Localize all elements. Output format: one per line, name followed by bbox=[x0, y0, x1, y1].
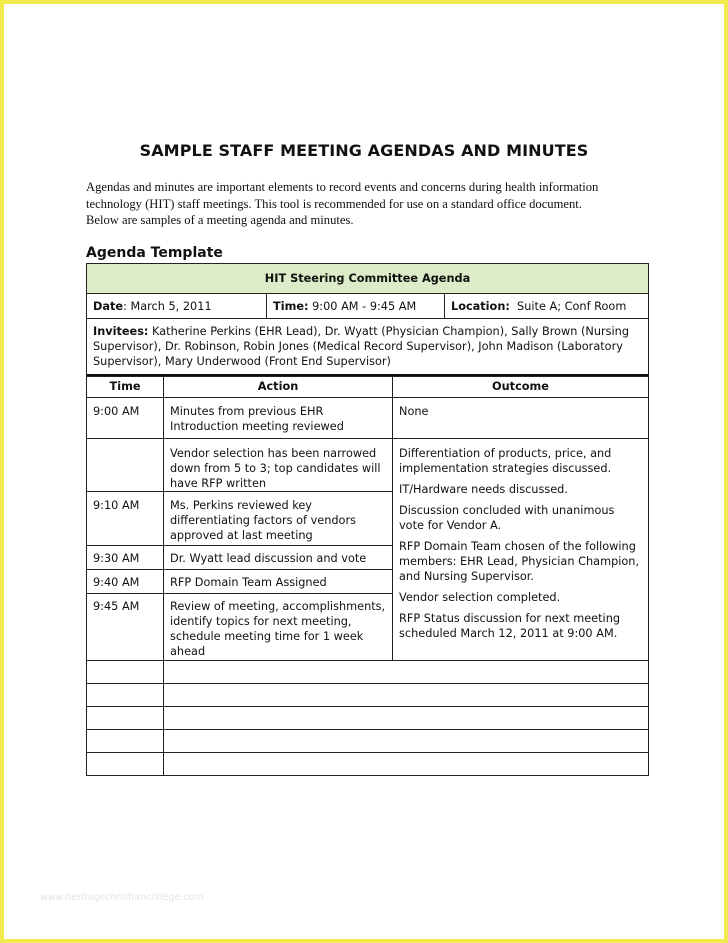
date-cell bbox=[87, 294, 267, 318]
action-cell: Review of meeting, accomplishments, identify topics for next meeting, schedule meeting time for 1 week ahead bbox=[164, 594, 393, 661]
empty-row bbox=[87, 707, 649, 730]
intro-line: Agendas and minutes are important elements to record events and concerns during health information bbox=[86, 180, 599, 194]
empty-cell bbox=[87, 684, 164, 707]
empty-cell bbox=[87, 707, 164, 730]
empty-cell bbox=[87, 661, 164, 684]
empty-cell bbox=[164, 684, 649, 707]
time-value: 9:00 AM - 9:45 AM bbox=[308, 300, 417, 313]
table-row bbox=[87, 439, 649, 492]
time-cell: 9:40 AM bbox=[87, 570, 164, 594]
empty-row bbox=[87, 684, 649, 707]
intro-line: Below are samples of a meeting agenda and minutes. bbox=[86, 213, 354, 227]
action-cell: Vendor selection has been narrowed down from 5 to 3; top candidates will have RFP written bbox=[164, 439, 393, 492]
time-label: Time: bbox=[273, 300, 309, 313]
time-cell: 9:45 AM bbox=[87, 594, 164, 661]
outcome-item: Discussion concluded with unanimous vote for Vendor A. bbox=[399, 504, 615, 532]
intro-line: technology (HIT) staff meetings. This tool is recommended for use on a standard office document. bbox=[86, 196, 582, 211]
table-header-row bbox=[87, 377, 649, 398]
outcome-cell: None bbox=[393, 398, 649, 439]
empty-cell bbox=[87, 753, 164, 776]
time-cell: 9:00 AM bbox=[87, 398, 164, 439]
outcome-item: Differentiation of products, price, and implementation strategies discussed. bbox=[399, 447, 612, 475]
action-cell: RFP Domain Team Assigned bbox=[164, 570, 393, 594]
column-header-action: Action bbox=[164, 377, 393, 398]
time-cell bbox=[267, 294, 445, 318]
agenda-header: HIT Steering Committee Agenda bbox=[86, 263, 649, 294]
date-label: Date bbox=[93, 300, 124, 313]
outcome-item: IT/Hardware needs discussed. bbox=[399, 483, 568, 496]
page-title: SAMPLE STAFF MEETING AGENDAS AND MINUTES bbox=[139, 141, 589, 160]
empty-cell bbox=[87, 730, 164, 753]
date-value: : March 5, 2011 bbox=[123, 300, 212, 313]
agenda-info-row bbox=[86, 293, 649, 319]
agenda-table bbox=[86, 376, 649, 776]
empty-cell bbox=[164, 661, 649, 684]
location-cell bbox=[445, 294, 648, 318]
outcome-cell-merged bbox=[393, 439, 649, 661]
action-cell: Ms. Perkins reviewed key differentiating factors of vendors approved at last meeting bbox=[164, 492, 393, 546]
outcome-item: RFP Domain Team chosen of the following members: EHR Lead, Physician Champion, and Nursing Supervisor. bbox=[399, 540, 640, 583]
location-value: Suite A; Conf Room bbox=[509, 300, 627, 313]
empty-row bbox=[87, 753, 649, 776]
empty-row bbox=[87, 730, 649, 753]
watermark: www.heritagechristiancollege.com bbox=[40, 892, 204, 903]
empty-cell bbox=[164, 730, 649, 753]
empty-cell bbox=[164, 707, 649, 730]
table-row bbox=[87, 398, 649, 439]
time-cell: 9:30 AM bbox=[87, 546, 164, 570]
column-header-outcome: Outcome bbox=[393, 377, 649, 398]
empty-cell bbox=[164, 753, 649, 776]
time-cell bbox=[87, 439, 164, 492]
outcome-item: RFP Status discussion for next meeting scheduled March 12, 2011 at 9:00 AM. bbox=[399, 612, 621, 640]
outcome-item: Vendor selection completed. bbox=[399, 591, 561, 604]
time-cell: 9:10 AM bbox=[87, 492, 164, 546]
section-heading: Agenda Template bbox=[86, 245, 223, 261]
invitees-cell bbox=[86, 318, 649, 376]
location-label: Location: bbox=[451, 300, 510, 313]
empty-row bbox=[87, 661, 649, 684]
action-cell: Minutes from previous EHR Introduction meeting reviewed bbox=[164, 398, 393, 439]
invitees-label: Invitees: bbox=[93, 325, 149, 338]
intro-paragraph bbox=[86, 179, 646, 229]
invitees-value: Katherine Perkins (EHR Lead), Dr. Wyatt (Physician Champion), Sally Brown (Nursing Supervisor), Dr. Robinson, Robin Jones (Medical Record Supervisor), John Madison (Laboratory Supervisor), Mary Underwood (Front End Supervisor) bbox=[93, 325, 630, 368]
column-header-time: Time bbox=[87, 377, 164, 398]
action-cell: Dr. Wyatt lead discussion and vote bbox=[164, 546, 393, 570]
